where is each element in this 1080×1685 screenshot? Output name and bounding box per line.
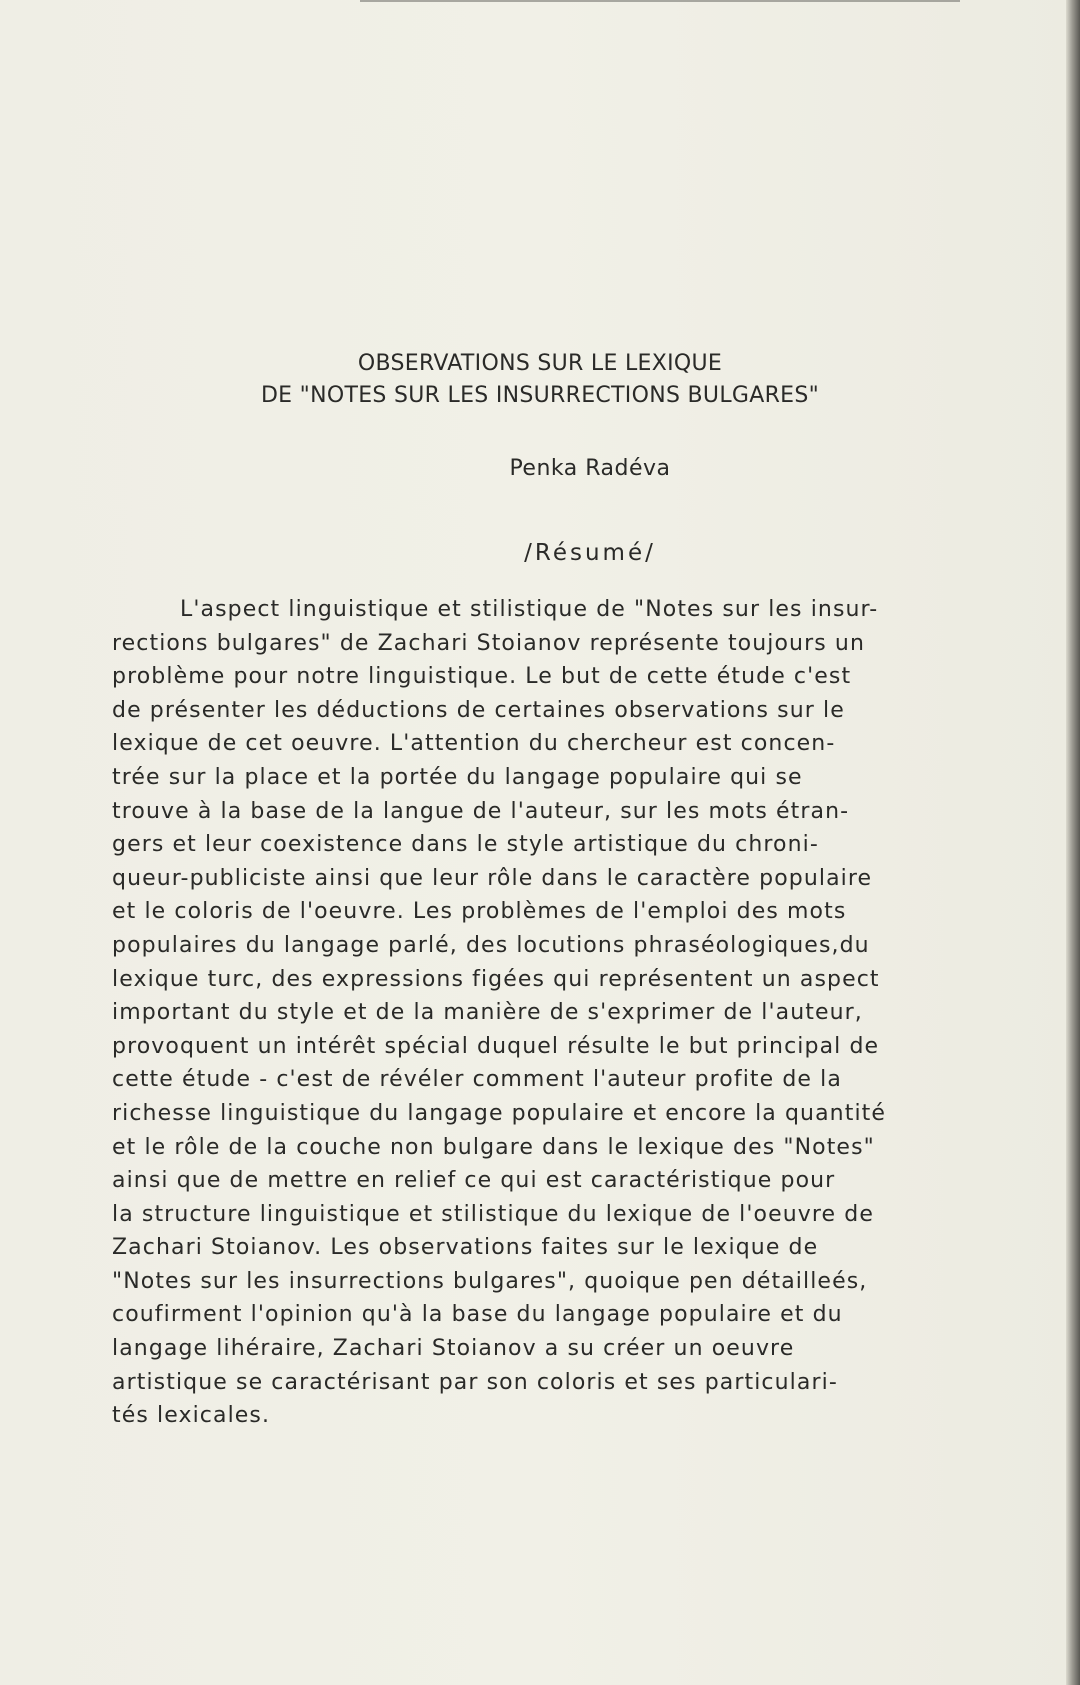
abstract-line: la structure linguistique et stilistique du lexique de l'oeuvre de <box>112 1201 874 1227</box>
abstract-line: artistique se caractérisant par son coloris et ses particulari- <box>112 1369 838 1395</box>
abstract-line: problème pour notre linguistique. Le but de cette étude c'est <box>112 664 852 690</box>
abstract-line: lexique de cet oeuvre. L'attention du chercheur est concen- <box>112 731 836 757</box>
resume-heading: /Résumé/ <box>524 540 656 566</box>
abstract-line: lexique turc, des expressions figées qui représentent un aspect <box>112 966 880 992</box>
abstract-line: et le coloris de l'oeuvre. Les problèmes de l'emploi des mots <box>112 899 847 925</box>
abstract-line: Zachari Stoianov. Les observations faites sur le lexique de <box>112 1235 819 1261</box>
abstract-line: langage lihéraire, Zachari Stoianov a su créer un oeuvre <box>112 1336 795 1362</box>
abstract-line: rections bulgares" de Zachari Stoianov représente toujours un <box>112 630 865 656</box>
abstract-body <box>112 593 1047 1433</box>
title-line-1: OBSERVATIONS SUR LE LEXIQUE <box>357 351 723 376</box>
abstract-line: et le rôle de la couche non bulgare dans le lexique des "Notes" <box>112 1134 875 1160</box>
abstract-line: queur-publiciste ainsi que leur rôle dans le caractère populaire <box>112 865 873 891</box>
abstract-line: gers et leur coexistence dans le style artistique du chroni- <box>112 832 819 858</box>
page-top-edge <box>360 0 960 2</box>
abstract-line: L'aspect linguistique et stilistique de "Notes sur les insur- <box>180 597 879 622</box>
abstract-line: ainsi que de mettre en relief ce qui est caractéristique pour <box>112 1168 836 1194</box>
abstract-line: populaires du langage parlé, des locutions phraséologiques,du <box>112 932 870 958</box>
author-name: Penka Radéva <box>509 456 671 481</box>
abstract-line: richesse linguistique du langage populaire et encore la quantité <box>112 1100 887 1126</box>
abstract-line: important du style et de la manière de s'exprimer de l'auteur, <box>112 1000 863 1026</box>
abstract-line: trouve à la base de la langue de l'auteur, sur les mots étran- <box>112 798 850 824</box>
abstract-line: coufirment l'opinion qu'à la base du langage populaire et du <box>112 1302 843 1328</box>
abstract-line: trée sur la place et la portée du langage populaire qui se <box>112 764 803 790</box>
abstract-line: cette étude - c'est de révéler comment l'auteur profite de la <box>112 1067 842 1093</box>
abstract-line: provoquent un intérêt spécial duquel résulte le but principal de <box>112 1033 880 1059</box>
title-line-2: DE "NOTES SUR LES INSURRECTIONS BULGARES" <box>260 383 820 408</box>
abstract-line: de présenter les déductions de certaines observations sur le <box>112 697 845 723</box>
book-binding-edge <box>1066 0 1080 1685</box>
abstract-line: tés lexicales. <box>112 1403 271 1429</box>
abstract-line: "Notes sur les insurrections bulgares", quoique pen détailleés, <box>112 1268 868 1294</box>
